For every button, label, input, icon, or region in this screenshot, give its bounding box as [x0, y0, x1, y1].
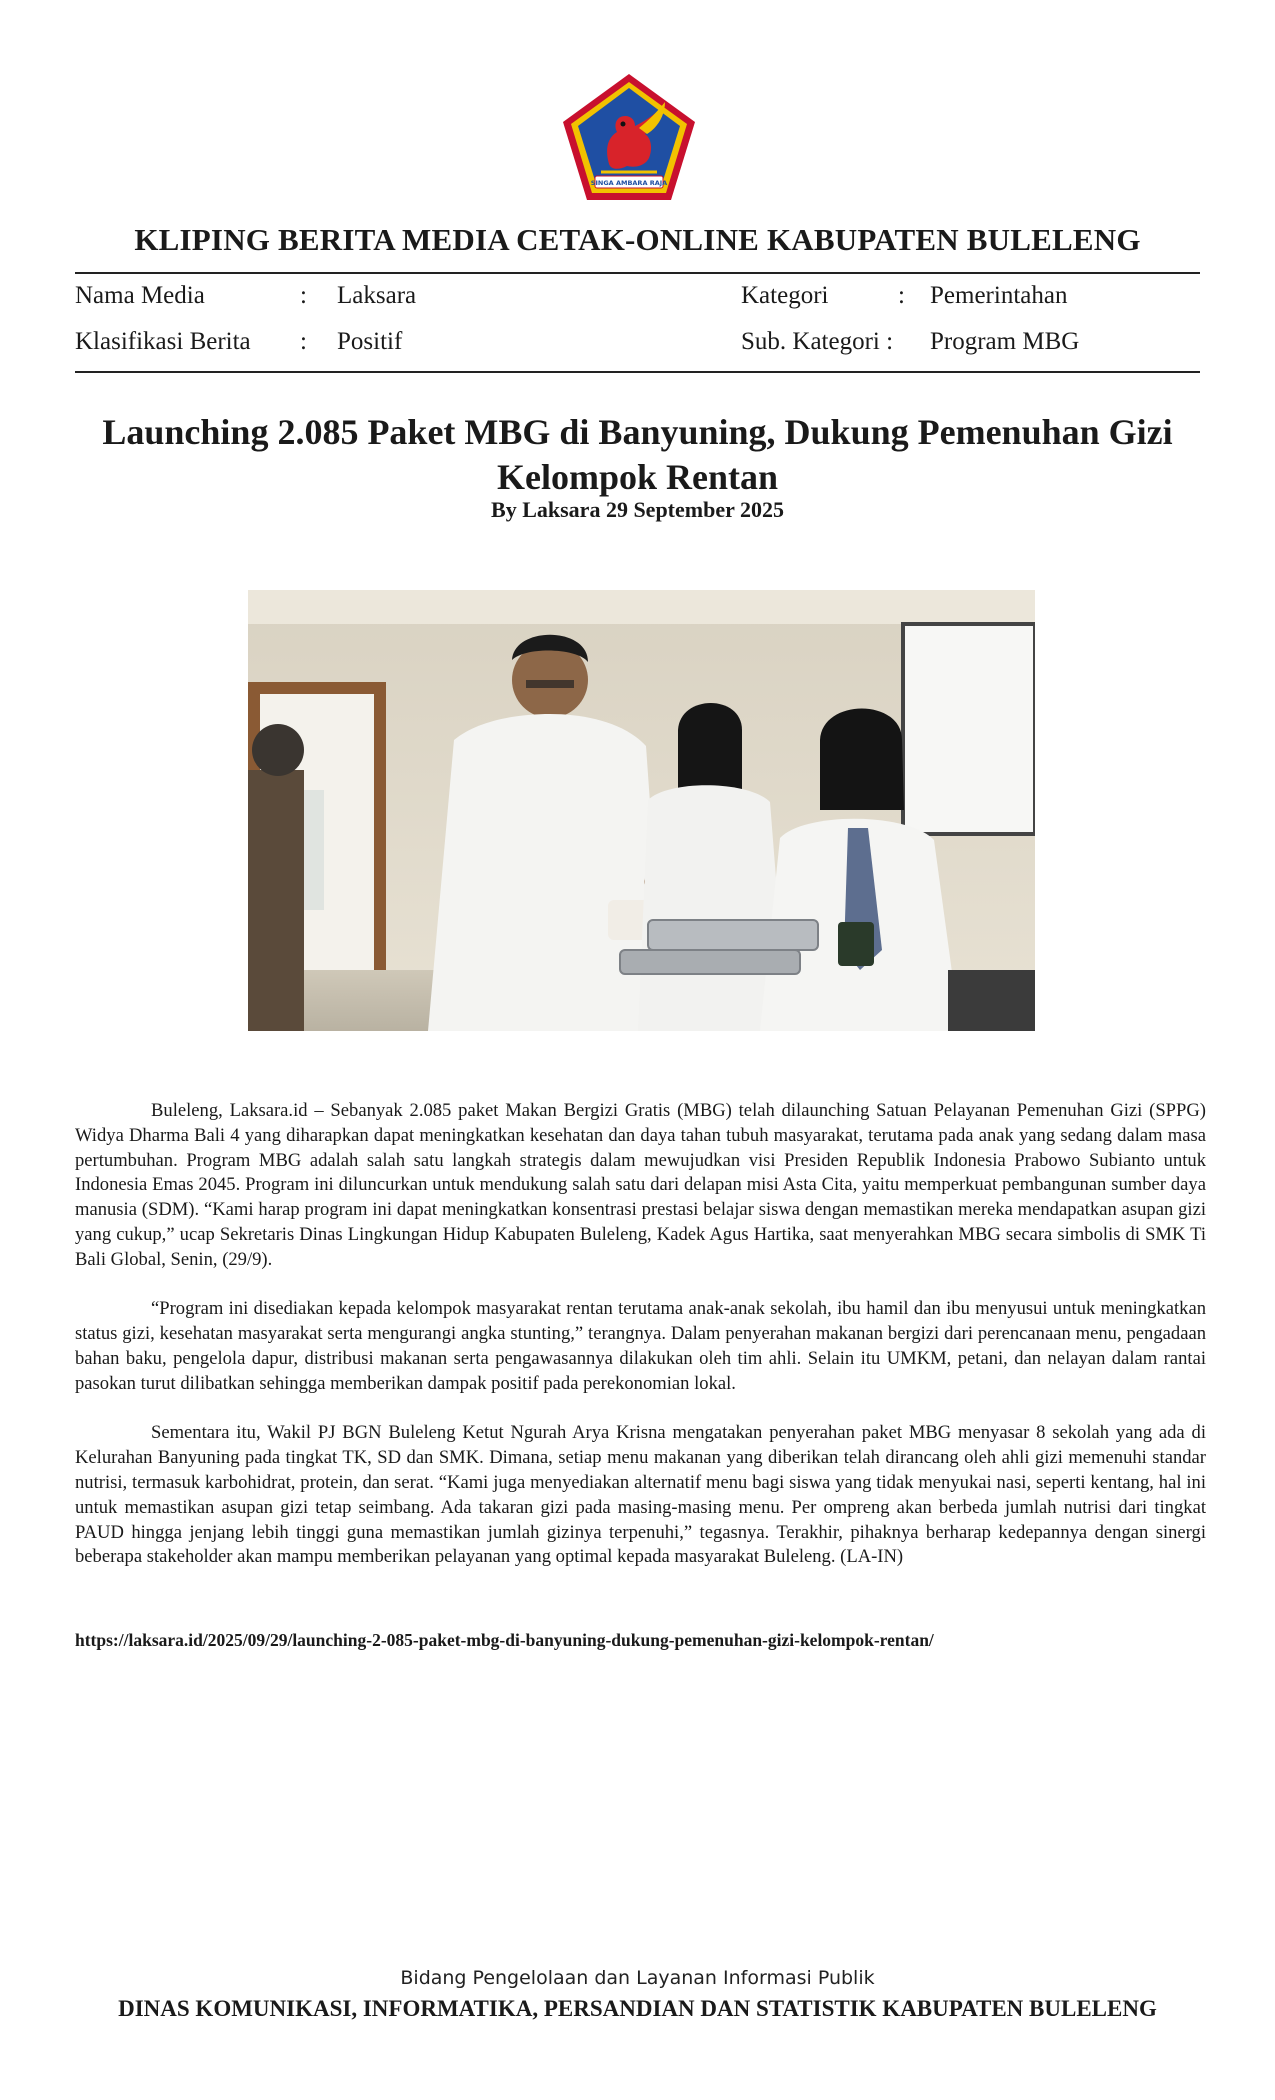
nama-media-label: Nama Media: [75, 282, 205, 309]
article-paragraph-2: “Program ini disediakan kepada kelompok masyarakat rentan terutama anak-anak sekolah, ibu hamil dan ibu menyusui untuk meningkatkan status gizi, kesehatan masyarakat serta mengurangi angka stunting,” terangnya. Dalam penyerahan makanan bergizi dari perencanaan menu, pengadaan bahan baku, pengelola dapur, distribusi makanan serta pengawasannya dilakukan oleh tim ahli. Selain itu UMKM, petani, dan nelayan dalam rantai pasokan turut dilibatkan sehingga memberikan dampak positif pada perekonomian lokal.: [75, 1298, 1206, 1394]
kategori-label: Kategori: [741, 282, 829, 309]
article-title: [75, 410, 1200, 500]
article-body: [75, 1099, 1206, 1595]
footer-agency: DINAS KOMUNIKASI, INFORMATIKA, PERSANDIAN DAN STATISTIK KABUPATEN BULELENG: [118, 1996, 1157, 2021]
header-bottom-divider: [75, 371, 1200, 373]
sub-kategori-value: Program MBG: [930, 328, 1080, 355]
footer-division: Bidang Pengelolaan dan Layanan Informasi Publik: [400, 1967, 875, 1989]
nama-media-value: Laksara: [337, 282, 417, 309]
article-title-line-1: Launching 2.085 Paket MBG di Banyuning, Dukung Pemenuhan Gizi: [102, 412, 1173, 452]
sub-kategori-label: Sub. Kategori :: [741, 328, 894, 355]
article-byline: By Laksara 29 September 2025: [491, 497, 784, 522]
kategori-value: Pemerintahan: [930, 282, 1068, 309]
article-paragraph-3: Sementara itu, Wakil PJ BGN Buleleng Ketut Ngurah Arya Krisna mengatakan penyerahan paket MBG menyasar 8 sekolah yang ada di Kelurahan Banyuning pada tingkat TK, SD dan SMK. Dimana, setiap menu makanan yang diberikan telah dirancang oleh ahli gizi memenuhi standar nutrisi, termasuk karbohidrat, protein, dan serat. “Kami juga menyediakan alternatif menu bagi siswa yang tidak menyukai nasi, seperti kentang, hal ini untuk memastikan asupan gizi tetap seimbang. Ada takaran gizi pada masing-masing menu. Per ompreng akan berbeda jumlah nutrisi dari tingkat PAUD hingga jenjang lebih tinggi guna memastikan jumlah gizinya terpenuhi,” tegasnya. Terakhir, pihaknya berharap kedepannya dengan sinergi beberapa stakeholder akan mampu memberikan pelayanan yang optimal kepada masyarakat Buleleng. (LA-IN): [75, 1422, 1206, 1568]
singa-ambara-raja-logo: [561, 72, 697, 202]
klasifikasi-label: Klasifikasi Berita: [75, 328, 251, 355]
nama-media-sep: :: [300, 282, 307, 309]
svg-text:SINGA AMBARA RAJA: SINGA AMBARA RAJA: [590, 179, 668, 187]
header-top-divider: [75, 272, 1200, 274]
kategori-sep: :: [898, 282, 905, 309]
article-photo: [248, 590, 1035, 1031]
klasifikasi-sep: :: [300, 328, 307, 355]
document-header-title: KLIPING BERITA MEDIA CETAK-ONLINE KABUPATEN BULELENG: [134, 222, 1141, 257]
article-source-url[interactable]: https://laksara.id/2025/09/29/launching-2-085-paket-mbg-di-banyuning-dukung-pemenuhan-gizi-kelompok-rentan/: [75, 1630, 934, 1650]
article-title-line-2: Kelompok Rentan: [496, 457, 779, 497]
article-paragraph-1: Buleleng, Laksara.id – Sebanyak 2.085 paket Makan Bergizi Gratis (MBG) telah dilaunching Satuan Pelayanan Pemenuhan Gizi (SPPG) Widya Dharma Bali 4 yang diharapkan dapat meningkatkan kesehatan dan daya tahan tubuh masyarakat, terutama pada anak yang sedang dalam masa pertumbuhan. Program MBG adalah salah satu langkah strategis dalam mewujudkan visi Presiden Republik Indonesia Prabowo Subianto untuk Indonesia Emas 2045. Program ini diluncurkan untuk mendukung salah satu dari delapan misi Asta Cita, yaitu memperkuat pembangunan sumber daya manusia (SDM). “Kami harap program ini dapat meningkatkan konsentrasi prestasi belajar siswa dengan memastikan mereka mendapatkan asupan gizi yang cukup,” ucap Sekretaris Dinas Lingkungan Hidup Kabupaten Buleleng, Kadek Agus Hartika, saat menyerahkan MBG secara simbolis di SMK Ti Bali Global, Senin, (29/9).: [75, 1100, 1206, 1270]
klasifikasi-value: Positif: [337, 328, 403, 355]
